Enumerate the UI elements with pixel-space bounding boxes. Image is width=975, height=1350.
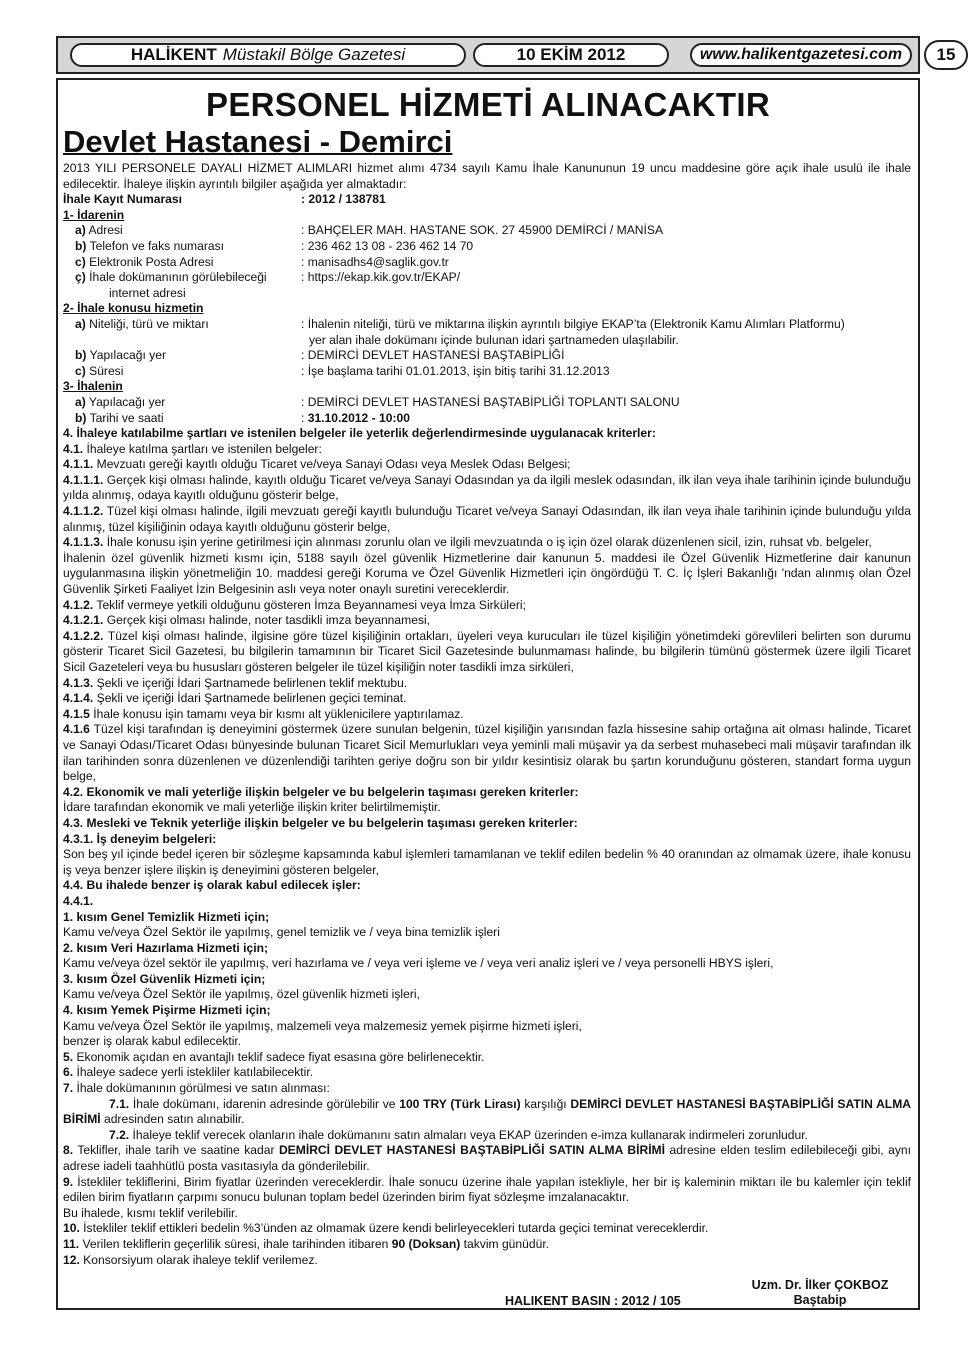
p-4-3-1-text: Son beş yıl içinde bedel içeren bir sözleşme kapsamında kabul işlemleri tamamlanan ve teklif edilen bedelin % 40 oranından az olmamak üzere, ihale konusu iş veya benzer işlere ilişkin iş deneyimini gösteren belgeler, — [63, 847, 911, 877]
section-1-heading: 1- İdarenin — [63, 207, 125, 222]
s1-web-label-cont: internet adresi — [109, 285, 186, 300]
kayit-value: : 2012 / 138781 — [301, 192, 386, 207]
s1-phone-value: : 236 462 13 08 - 236 462 14 70 — [301, 238, 474, 253]
section-2-heading: 2- İhale konusu hizmetin — [63, 301, 204, 316]
newspaper-name-bold: HALİKENT — [130, 45, 217, 64]
s1-web-value: : https://ekap.kik.gov.tr/EKAP/ — [301, 270, 461, 285]
item-6: 6. İhaleye sadece yerli istekliler katılabilecektir. — [63, 1065, 314, 1080]
s1-phone-row: b) Telefon ve faks numarası : 236 462 13 08 - 236 462 14 70 — [63, 239, 911, 255]
item-9-text-2: Bu ihalede, kısmı teklif verilebilir. — [63, 1205, 238, 1220]
item-7-2: 7.2. İhaleye teklif verecek olanların ihale dokümanını satın almaları veya EKAP üzerinden e-imza kullanarak indirmeleri zorunludur. — [109, 1127, 808, 1142]
item-10: 10. İstekliler teklif ettikleri bedelin %3’ünden az olmamak üzere kendi belirleyecekleri tutarda geçici teminat vereceklerdir. — [63, 1221, 709, 1236]
s2-nature-value-2: yer alan ihale dokümanı içinde bulunan idari şartnameden ulaşılabilir. — [309, 332, 679, 347]
s1-email-value: : manisadhs4@saglik.gov.tr — [301, 254, 449, 269]
signature-block — [735, 1278, 905, 1308]
s3-place-row: a) Yapılacağı yer : DEMİRCİ DEVLET HASTANESİ BAŞTABİPLİĞİ TOPLANTI SALONU — [63, 395, 911, 411]
p-4-1-1-2: 4.1.1.2. Tüzel kişi olması halinde, ilgili mevzuatı gereği kayıtlı bulunduğu Ticaret ve/veya Sanayi Odasından, ilk ilan veya ihale tarihinin içinde bulunduğu yılda alınmış, tüzel kişiliğinin odaya kayıtlı olduğunu gösterir belge, — [63, 504, 911, 534]
item-12: 12. Konsorsiyum olarak ihaleye teklif verilemez. — [63, 1252, 318, 1267]
s2-nature-row: a) Niteliği, türü ve miktarı : İhalenin niteliği, türü ve miktarına ilişkin ayrıntılı bilgiye EKAP’ta (Elektronik Kamu Alımları Platformu) yer alan ihale dokümanı içinde bulunan idari şartnameden ulaşılabilir. — [75, 316, 845, 347]
kisim-1-text: Kamu ve/veya Özel Sektör ile yapılmış, genel temizlik ve / veya bina temizlik işleri — [63, 925, 500, 940]
p-4-1-3: 4.1.3. Şekli ve içeriği İdari Şartnamede belirlenen teklif mektubu. — [63, 675, 408, 690]
s1-web-row: ç) İhale dokümanının görülebileceği : https://ekap.kik.gov.tr/EKAP/ — [63, 270, 911, 286]
s3-place-value: : DEMİRCİ DEVLET HASTANESİ BAŞTABİPLİĞİ TOPLANTI SALONU — [301, 394, 680, 409]
item-7-1: 7.1. İhale dokümanı, idarenin adresinde görülebilir ve 100 TRY (Türk Lirası) karşılığı DEMİRCİ DEVLET HASTANESİ BAŞTABİPLİĞİ SATIN ALMA BİRİMİ adresinden satın alınabilir. — [63, 1096, 912, 1127]
p-4-1-2: 4.1.2. Teklif vermeye yetkili olduğunu gösteren İmza Beyannamesi veya İmza Sirküleri; — [63, 597, 526, 612]
press-reference: HALIKENT BASIN : 2012 / 105 — [505, 1294, 681, 1308]
item-5: 5. Ekonomik açıdan en avantajlı teklif sadece fiyat esasına göre belirlenecektir. — [63, 1049, 485, 1064]
p-4-1-1-1: 4.1.1.1. Gerçek kişi olması halinde, kayıtlı olduğu Ticaret ve/veya Sanayi Odasından ya da ilgili meslek odasından, ilk ilan veya ihale tarihinin içinde bulunduğu yılda alınmış, odaya kayıtlı olduğunu gösterir belge, — [63, 472, 911, 503]
page-subtitle: Devlet Hastanesi - Demirci — [63, 124, 453, 159]
signer-title: Baştabip — [793, 1293, 847, 1307]
s2-duration-row: c) Süresi : İşe başlama tarihi 01.01.2013, işin bitiş tarihi 31.12.2013 — [63, 364, 911, 380]
p-ozel-guvenlik: İhalenin özel güvenlik hizmeti kısmı için, 5188 sayılı özel güvenlik Hizmetlerine dair kanunun 5. maddesi ile Özel Güvenlik Hizmetlerine dair kanunun uygulanmasına ilişkin yönetmeliğin 10. maddesi gereği Koruma ve Özel Güvenlik Hizmetleri için öngördüğü T. C. İç İşleri Bakanlığı 'ndan alınmış olan Özel Güvenlik Şirketi Faaliyet İzin Belgesinin aslı veya noter onaylı suretini vereceklerdir. — [63, 550, 911, 597]
kisim-4-heading: 4. kısım Yemek Pişirme Hizmeti için; — [63, 1003, 271, 1018]
s3-date-row: b) Tarihi ve saati : 31.10.2012 - 10:00 — [75, 410, 410, 425]
announcement-body — [63, 161, 911, 1268]
item-11: 11. Verilen tekliflerin geçerlilik süresi, ihale tarihinden itibaren 90 (Doksan) takvim günüdür. — [63, 1236, 550, 1251]
newspaper-header — [56, 36, 956, 74]
p-4-1-1: 4.1.1. Mevzuatı gereği kayıtlı olduğu Ticaret ve/veya Sanayi Odası veya Meslek Odası Belgesi; — [63, 457, 571, 472]
kisim-3-text: Kamu ve/veya Özel Sektör ile yapılmış, özel güvenlik hizmeti işleri, — [63, 987, 420, 1002]
p-4-1: 4.1. İhaleye katılma şartları ve istenilen belgeler: — [63, 441, 322, 456]
item-8: 8. Teklifler, ihale tarih ve saatine kadar DEMİRCİ DEVLET HASTANESİ BAŞTABİPLİĞİ SATIN ALMA BİRİMİ adresine elden teslim edilebileceği gibi, aynı adrese iadeli taahhütlü posta vasıtasıyla da gönderilebilir. — [63, 1143, 911, 1173]
section-4-heading: 4. İhaleye katılabilme şartları ve istenilen belgeler ile yeterlik değerlendirmesinde uygulanacak kriterler: — [63, 426, 656, 441]
s2-nature-value-1: : İhalenin niteliği, türü ve miktarına ilişkin ayrıntılı bilgiye EKAP’ta (Elektronik Kamu Alımları Platformu) — [301, 316, 845, 331]
s2-duration-value: : İşe başlama tarihi 01.01.2013, işin bitiş tarihi 31.12.2013 — [301, 363, 610, 378]
s1-email-row: c) Elektronik Posta Adresi : manisadhs4@saglik.gov.tr — [63, 255, 911, 271]
s1-address-row: a) Adresi : BAHÇELER MAH. HASTANE SOK. 27 45900 DEMİRCİ / MANİSA — [63, 223, 911, 239]
newspaper-name — [70, 43, 466, 67]
kisim-4-text-1: Kamu ve/veya Özel Sektör ile yapılmış, malzemeli veya malzemesiz yemek pişirme hizmeti işleri, — [63, 1018, 582, 1033]
s1-address-value: : BAHÇELER MAH. HASTANE SOK. 27 45900 DEMİRCİ / MANİSA — [301, 223, 664, 238]
p-4-1-1-3: 4.1.1.3. İhale konusu işin yerine getirilmesi için alınması zorunlu olan ve ilgili mevzuatında o iş için özel olarak düzenlenen sicil, izin, ruhsat vb. belgeler, — [63, 535, 872, 550]
kisim-2-text: Kamu ve/veya özel sektör ile yapılmış, veri hazırlama ve / veya veri işleme ve / veya veri analiz işleri ve / veya personelli HBYS işleri, — [63, 956, 774, 971]
s2-place-value: : DEMİRCİ DEVLET HASTANESİ BAŞTABİPLİĞİ — [301, 348, 565, 363]
signer-name: Uzm. Dr. İlker ÇOKBOZ — [751, 1278, 889, 1292]
page-title: PERSONEL HİZMETİ ALINACAKTIR — [206, 86, 770, 123]
s3-date-value: 31.10.2012 - 10:00 — [307, 410, 410, 425]
issue-date: 10 EKİM 2012 — [473, 43, 669, 67]
page-number: 15 — [924, 40, 968, 70]
p-4-1-4: 4.1.4. Şekli ve içeriği İdari Şartnamede belirlenen geçici teminat. — [63, 691, 407, 706]
kisim-2-heading: 2. kısım Veri Hazırlama Hizmeti için; — [63, 940, 269, 955]
kayit-label: İhale Kayıt Numarası — [63, 192, 182, 207]
s2-place-row: b) Yapılacağı yer : DEMİRCİ DEVLET HASTANESİ BAŞTABİPLİĞİ — [63, 348, 911, 364]
section-3-heading: 3- İhalenin — [63, 379, 123, 394]
kisim-1-heading: 1. kısım Genel Temizlik Hizmeti için; — [63, 909, 270, 924]
p-4-2-heading: 4.2. Ekonomik ve mali yeterliğe ilişkin belgeler ve bu belgelerin taşıması gereken kriterler: — [63, 784, 579, 799]
p-4-4-1-heading: 4.4.1. — [63, 893, 94, 908]
kayit-row — [63, 192, 911, 208]
p-4-2-text: İdare tarafından ekonomik ve mali yeterliğe ilişkin kriter belirtilmemiştir. — [63, 800, 441, 815]
p-4-1-6: 4.1.6 Tüzel kişi tarafından iş deneyimini göstermek üzere sunulan belgenin, tüzel kişiliğin yarısından fazla hissesine sahip ortağına ait olması halinde, Ticaret ve Sanayi Odası/Ticaret Odası bünyesinde bulunan Ticaret Sicil Memurlukları veya yeminli mali müşavir ya da serbest muhasebeci mali müşavir tarafından ilk ilan tarihinden sonra düzenlenen ve düzenlendiği tarihten geriye doğru son bir yıldır kesintisiz olarak bu şartın korunduğunu gösteren, standart forma uygun belge, — [63, 722, 911, 784]
item-9: 9. İstekliler tekliflerini, Birim fiyatlar üzerinden vereceklerdir. İhale sonucu üzerine ihale yapılan istekliyle, her bir iş kaleminin miktarı ile bu kalemler için teklif edilen birim fiyatların çarpımı sonucu bulunan toplam bedel üzerinden birim fiyat sözleşme imzalanacaktır. — [63, 1174, 911, 1205]
p-4-3-heading: 4.3. Mesleki ve Teknik yeterliğe ilişkin belgeler ve bu belgelerin taşıması gereken kriterler: — [63, 815, 578, 830]
p-4-1-2-2: 4.1.2.2. Tüzel kişi olması halinde, ilgisine göre tüzel kişiliğinin ortakları, üyeleri veya kurucuları ile tüzel kişiliğin yönetimdeki görevlileri belirten son durumu gösterir Ticaret Sicil Gazetesi, bu bilgilerin tamamının bir Ticaret Sicil Gazetesinde bulunmaması halinde, bu bilgilerin tümünü göstermek üzere ilgili Ticaret Sicil Gazeteleri veya bu hususları gösteren belgeler ile tüzel kişiliğin noter tasdikli imza sirküleri, — [63, 628, 911, 674]
kisim-3-heading: 3. kısım Özel Güvenlik Hizmeti için; — [63, 971, 266, 986]
item-7: 7. İhale dokümanının görülmesi ve satın alınması: — [63, 1081, 330, 1096]
p-4-1-2-1: 4.1.2.1. Gerçek kişi olması halinde, noter tasdikli imza beyannamesi, — [63, 613, 431, 628]
p-4-1-5: 4.1.5 İhale konusu işin tamamı veya bir kısmı alt yüklenicilere yaptırılamaz. — [63, 706, 464, 721]
kisim-4-text-2: benzer iş olarak kabul edilecektir. — [63, 1034, 242, 1049]
p-4-3-1-heading: 4.3.1. İş deneyim belgeleri: — [63, 831, 217, 846]
newspaper-name-rest: Müstakil Bölge Gazetesi — [222, 45, 406, 64]
intro-paragraph: 2013 YILI PERSONELE DAYALI HİZMET ALIMLARI hizmet alımı 4734 sayılı Kamu İhale Kanununun 19 uncu maddesine göre açık ihale usulü ile ihale edilecektir. İhaleye ilişkin ayrıntılı bilgiler aşağıda yer almaktadır: — [63, 161, 911, 191]
p-4-4-heading: 4.4. Bu ihalede benzer iş olarak kabul edilecek işler: — [63, 878, 361, 893]
website-link[interactable]: www.halikentgazetesi.com — [690, 43, 912, 67]
